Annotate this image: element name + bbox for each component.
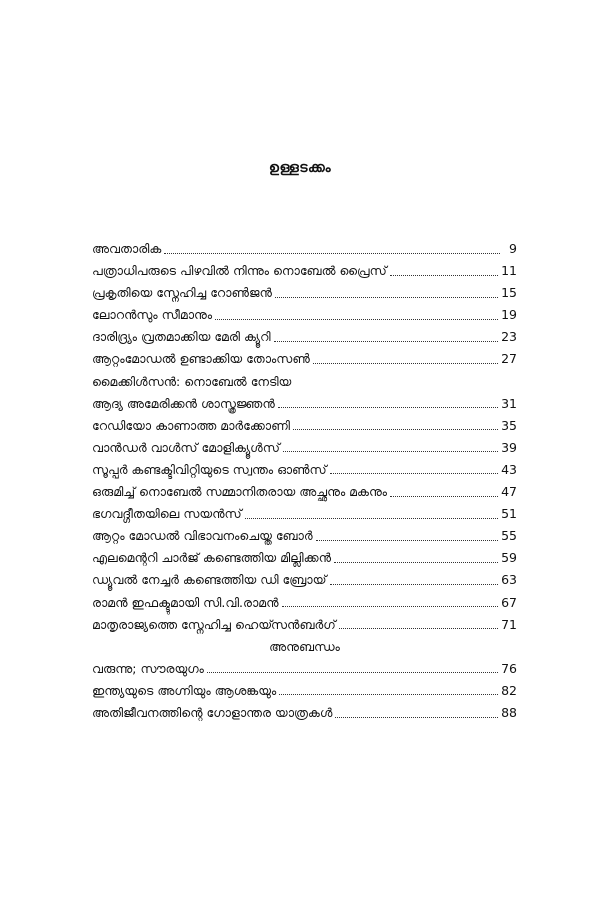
entry-page-number: 76 [501,660,517,676]
dot-leader [207,672,498,673]
toc-entry [92,304,517,326]
dot-leader [283,451,498,452]
entry-title: അവതാരിക [92,241,162,256]
dot-leader [275,297,498,298]
toc-entry [92,481,517,503]
entry-title: സൂപ്പർ കണ്ടക്ടിവിറ്റിയുടെ സ്വന്തം ഓൺസ് [92,461,327,477]
toc-entry [92,569,517,591]
toc-entry [92,680,517,702]
entry-title: ആറ്റം മോഡൽ വിഭാവനംചെയ്ത ബോർ [92,528,313,544]
entry-title: അതിജീവനത്തിന്റെ ഗോളാന്തര യാത്രകൾ [92,704,333,720]
entry-title: വരുന്നു; സൗരയുഗം [92,660,204,676]
entry-title: ലോറൻസും സീമാനും [92,307,213,323]
entry-page-number: 9 [509,241,517,256]
entry-page-number: 55 [501,528,517,544]
dot-leader [245,518,498,519]
entry-page-number: 11 [501,263,517,279]
toc-entry [92,437,517,459]
entry-title: ആറ്റംമോഡൽ ഉണ്ടാക്കിയ തോംസൺ [92,351,310,367]
entry-page-number: 43 [501,461,517,477]
appendix-heading [92,636,517,658]
entry-title: മൈക്കിൾസൻ: നൊബേൽ നേടിയ [92,373,292,389]
toc-entry [92,282,517,304]
dot-leader [215,319,498,320]
dot-leader [164,253,500,254]
entry-page-number: 82 [501,682,517,698]
dot-leader [335,717,498,718]
entry-title: ഇന്ത്യയുടെ അഗ്നിയും ആശങ്കയും [92,682,277,698]
entry-title: ആദ്യ അമേരിക്കൻ ശാസ്ത്രജ്ഞൻ [92,395,275,411]
entry-title: മാതൃരാജ്യത്തെ സ്നേഹിച്ച ഹെയ്സൻബർഗ് [92,616,336,632]
dot-leader [390,275,498,276]
toc-entry [92,658,517,680]
toc-entry [92,614,517,636]
entry-title: പ്രകൃതിയെ സ്നേഹിച്ച റോൺജൻ [92,285,272,301]
dot-leader [279,694,498,695]
entry-page-number: 15 [501,285,517,301]
toc-entry [92,326,517,348]
page-title: ഉള്ളടക്കം [268,160,332,176]
toc-entry [92,525,517,547]
entry-title: വാൻഡർ വാൾസ് മോളിക്യൂൾസ് [92,439,280,455]
entry-title: ഒരുമിച്ച് നൊബേൽ സമ്മാനിതരായ അച്ഛനും മകനും [92,484,388,500]
entry-title: ഭഗവദ്ഗീതയിലെ സയൻസ് [92,506,242,522]
entry-page-number: 63 [501,572,517,588]
entry-page-number: 71 [501,616,517,632]
toc-entry [92,393,517,415]
entry-title: രാമൻ ഇഫക്ടുമായി സി.വി.രാമൻ [92,594,279,610]
toc-entry [92,260,517,282]
toc-entry [92,592,517,614]
dot-leader [390,496,498,497]
dot-leader [313,363,498,364]
toc-entry [92,547,517,569]
toc-entry [92,348,517,370]
entry-page-number: 88 [501,704,517,720]
toc-entry [92,238,517,260]
dot-leader [330,473,498,474]
toc-entry [92,702,517,724]
toc-entry [92,503,517,525]
entry-page-number: 39 [501,439,517,455]
entry-title: എലമെന്ററി ചാർജ് കണ്ടെത്തിയ മില്ലിക്കൻ [92,550,331,566]
toc-entry [92,459,517,481]
entry-page-number: 31 [501,395,517,411]
dot-leader [274,341,498,342]
entry-page-number: 47 [501,484,517,500]
dot-leader [278,407,498,408]
dot-leader [293,429,498,430]
entry-page-number: 67 [501,594,517,610]
entry-page-number: 19 [501,307,517,323]
dot-leader [282,606,499,607]
entry-title: ദാരിദ്ര്യം വ്രതമാക്കിയ മേരി ക്യൂറി [92,329,271,345]
entry-title: പത്രാധിപരുടെ പിഴവിൽ നിന്നും നൊബേൽ പ്രൈസ് [92,263,387,279]
appendix-heading-label: അനുബന്ധം [269,638,340,654]
entry-page-number: 35 [501,417,517,433]
entry-page-number: 23 [501,329,517,345]
table-of-contents [92,238,517,724]
entry-title: ഡ്യൂവൽ നേച്ചർ കണ്ടെത്തിയ ഡി ബ്രോയ് [92,572,327,588]
toc-entry [92,415,517,437]
dot-leader [339,628,498,629]
dot-leader [334,562,498,563]
entry-title: റേഡിയോ കാണാത്ത മാർക്കോണി [92,417,290,433]
entry-page-number: 59 [501,550,517,566]
dot-leader [330,584,499,585]
entry-page-number: 51 [501,506,517,522]
entry-page-number: 27 [501,351,517,367]
dot-leader [316,540,498,541]
toc-entry [92,371,517,393]
